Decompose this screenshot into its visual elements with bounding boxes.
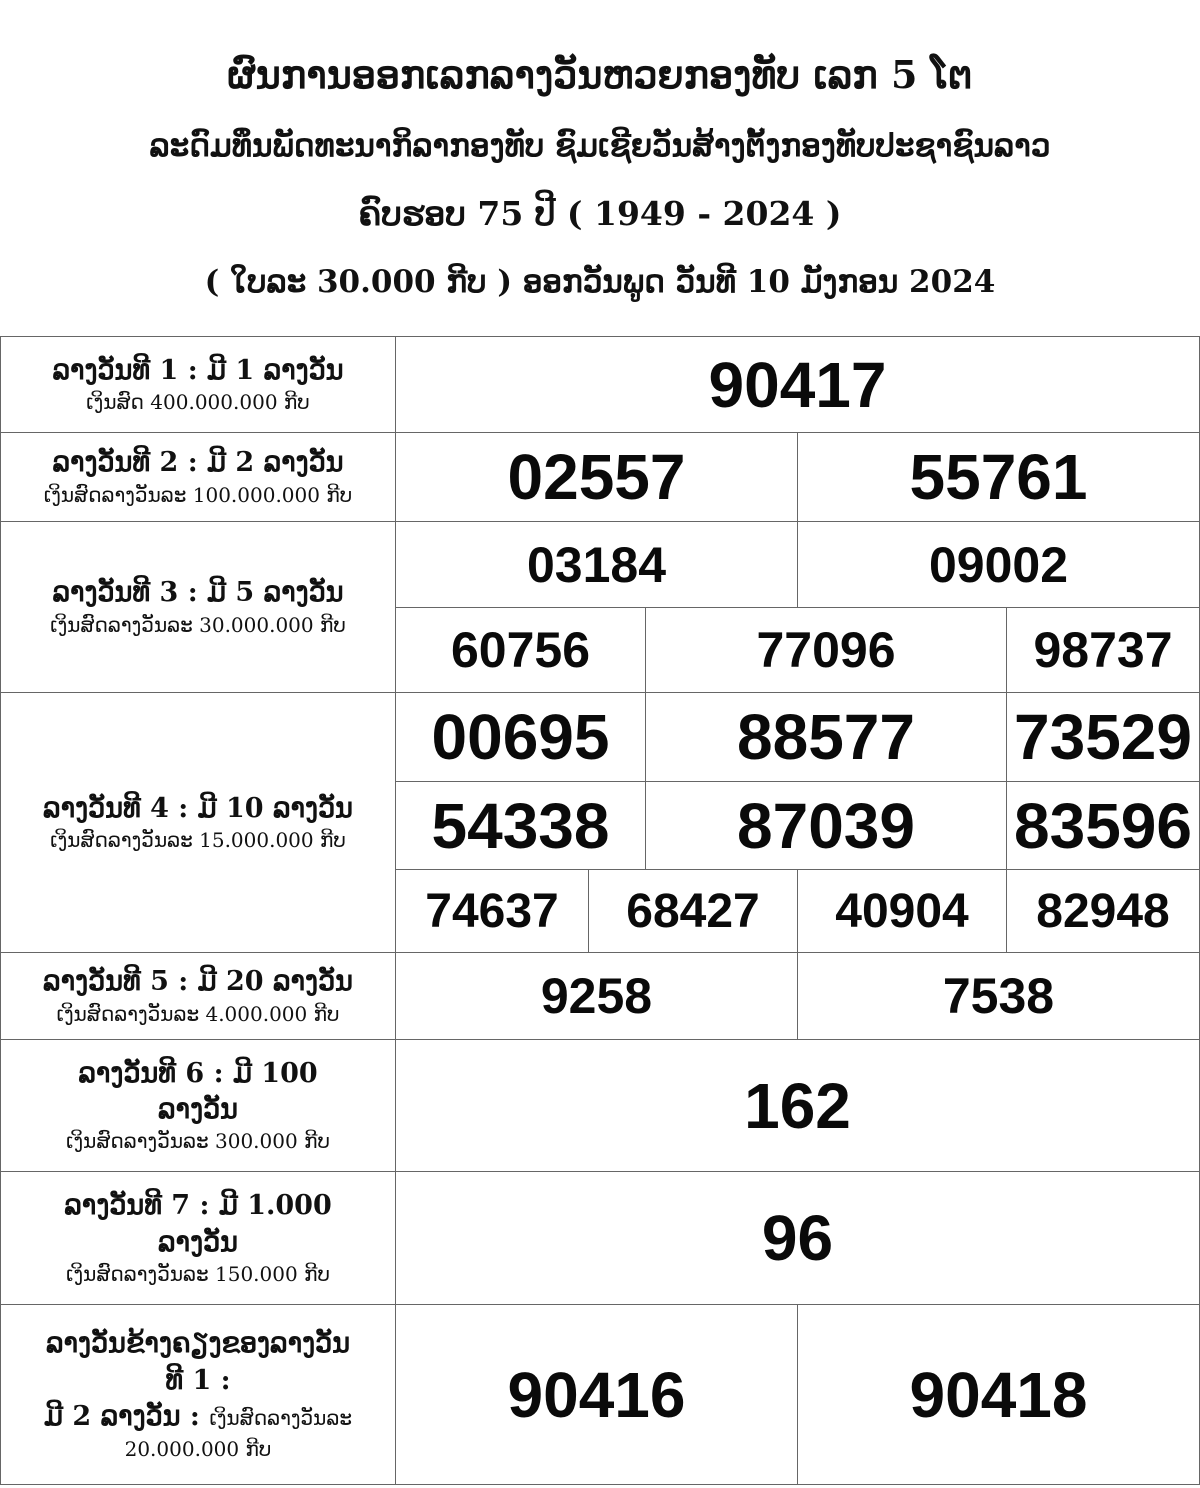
- winning-number: 96: [396, 1172, 1200, 1305]
- prize-title: ລາງວັນທີ 4 : ມີ 10 ລາງວັນ: [43, 792, 353, 824]
- prize-2-label: [1, 433, 396, 522]
- prize-amount: ເງິນສົດລາງວັນລະ 15.000.000 ກີບ: [50, 828, 346, 853]
- prize-7-label: [1, 1172, 396, 1305]
- prize-results-table: [0, 336, 1200, 1485]
- prize-amount-prefix: ເງິນສົດລາງວັນລະ: [209, 1406, 352, 1431]
- prize-title: ລາງວັນທີ 1 : ມີ 1 ລາງວັນ: [52, 354, 344, 386]
- prize-amount: ເງິນສົດລາງວັນລະ 100.000.000 ກີບ: [43, 482, 353, 507]
- prize-title: ລາງວັນທີ 5 : ມີ 20 ລາງວັນ: [43, 966, 353, 998]
- results-header: [0, 0, 1200, 336]
- prize-7-row: [1, 1172, 1200, 1305]
- prize-2-row: [1, 433, 1200, 522]
- winning-number: 68427: [589, 870, 798, 953]
- prize-3-label: [1, 522, 396, 693]
- ticket-price-date-line: ( ໃບລະ 30.000 ກີບ ) ອອກວັນພູດ ວັນທີ 10 ມັງກອນ 2024: [204, 264, 996, 300]
- prize-amount: ເງິນສົດລາງວັນລະ 150.000 ກີບ: [66, 1261, 330, 1286]
- anniversary-line: ຄົບຮອບ 75 ປີ ( 1949 - 2024 ): [358, 194, 842, 233]
- neighbor-prize-row: [1, 1305, 1200, 1485]
- prize-4-row: [1, 693, 1200, 782]
- prize-1-row: [1, 337, 1200, 433]
- winning-number: 9258: [396, 953, 798, 1040]
- prize-4-label: [1, 693, 396, 953]
- winning-number: 73529: [1007, 693, 1200, 782]
- prize-amount: 20.000.000 ກີບ: [124, 1436, 272, 1461]
- winning-number: 90418: [798, 1305, 1200, 1485]
- winning-number: 90416: [396, 1305, 798, 1485]
- winning-number: 87039: [646, 782, 1007, 870]
- winning-number: 88577: [646, 693, 1007, 782]
- prize-amount: ເງິນສົດລາງວັນລະ 4.000.000 ກີບ: [56, 1001, 340, 1026]
- winning-number: 82948: [1007, 870, 1200, 953]
- prize-title: ລາງວັນທີ 3 : ມີ 5 ລາງວັນ: [52, 577, 344, 609]
- winning-number: 98737: [1007, 608, 1200, 693]
- prize-6-row: [1, 1040, 1200, 1172]
- winning-number: 09002: [798, 522, 1200, 608]
- winning-number: 60756: [396, 608, 646, 693]
- prize-title-cont: ລາງວັນ: [158, 1094, 238, 1125]
- prize-count: ມີ 2 ລາງວັນ :: [44, 1401, 200, 1433]
- prize-title: ລາງວັນທີ 2 : ມີ 2 ລາງວັນ: [52, 447, 344, 479]
- prize-amount: ເງິນສົດລາງວັນລະ 300.000 ກີບ: [66, 1129, 330, 1154]
- page-title: ຜົນການອອກເລກລາງວັນຫວຍກອງທັບ ເລກ 5 ໂຕ: [227, 52, 973, 97]
- winning-number: 83596: [1007, 782, 1200, 870]
- page-subtitle: ລະດົມທຶນພັດທະນາກິລາກອງທັບ ຊົມເຊີຍວັນສ້າງຕັ້ງກອງທັບປະຊາຊົນລາວ: [149, 128, 1051, 164]
- prize-5-row: [1, 953, 1200, 1040]
- prize-3-row: [1, 522, 1200, 608]
- prize-title: ລາງວັນທີ 7 : ມີ 1.000: [64, 1190, 332, 1222]
- neighbor-prize-label: [1, 1305, 396, 1485]
- winning-number: 74637: [396, 870, 589, 953]
- winning-number: 162: [396, 1040, 1200, 1172]
- prize-count-line: [1, 1399, 395, 1435]
- winning-number: 40904: [798, 870, 1007, 953]
- prize-5-label: [1, 953, 396, 1040]
- prize-6-label: [1, 1040, 396, 1172]
- prize-title: ລາງວັນທີ 6 : ມີ 100: [78, 1057, 318, 1089]
- winning-number: 54338: [396, 782, 646, 870]
- prize-title-cont: ລາງວັນ: [158, 1226, 238, 1258]
- winning-number: 55761: [798, 433, 1200, 522]
- winning-number: 90417: [396, 337, 1200, 433]
- winning-number: 02557: [396, 433, 798, 522]
- winning-number: 03184: [396, 522, 798, 608]
- prize-title: ລາງວັນຂ້າງຄຽງຂອງລາງວັນ: [45, 1328, 351, 1360]
- prize-1-label: [1, 337, 396, 433]
- winning-number: 7538: [798, 953, 1200, 1040]
- winning-number: 77096: [646, 608, 1007, 693]
- winning-number: 00695: [396, 693, 646, 782]
- prize-amount: ເງິນສົດລາງວັນລະ 30.000.000 ກີບ: [50, 612, 346, 637]
- prize-amount: ເງິນສົດ 400.000.000 ກີບ: [86, 390, 310, 415]
- prize-title-cont: ທີ 1 :: [165, 1364, 231, 1396]
